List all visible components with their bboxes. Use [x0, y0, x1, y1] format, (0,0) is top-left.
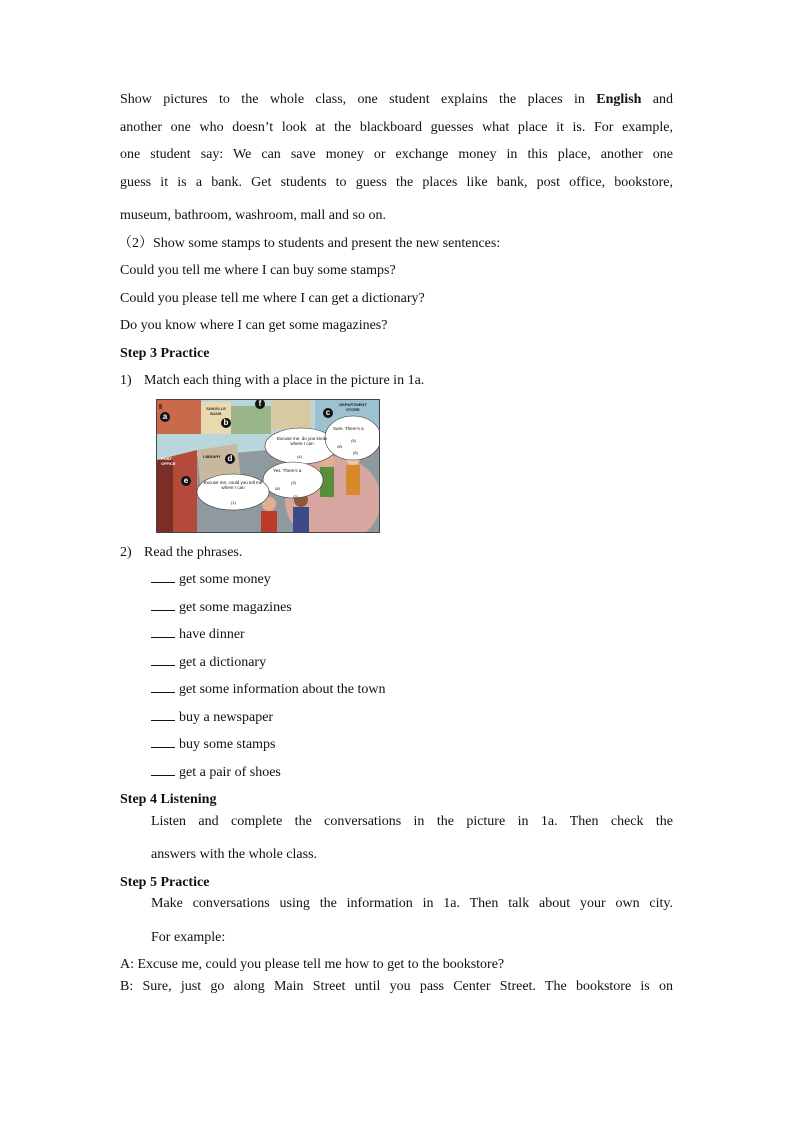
sentence-3: Do you know where I can get some magazines?: [120, 318, 388, 333]
step4-line-1: Listen and complete the conversations in the picture in 1a. Then check the: [151, 813, 673, 829]
street-scene-drawing: [157, 400, 379, 532]
phrase-item: buy a newspaper: [120, 704, 673, 732]
step2-item-2: （2）Show some stamps to students and present the new sentences:: [118, 235, 501, 251]
bubble-3-text: Yes. There’s a: [273, 467, 302, 473]
step4-line-2: answers with the whole class.: [151, 847, 318, 862]
dialog-line-a: A: Excuse me, could you please tell me how to get to the bookstore?: [120, 957, 505, 972]
bubble-on-1: on: [337, 443, 343, 449]
phrase-item: get some information about the town: [120, 676, 673, 704]
intro-line-4: guess it is a bank. Get students to guess the places like bank, post office, bookstore,: [120, 174, 673, 190]
sentence-2: Could you please tell me where I can get a dictionary?: [120, 290, 425, 306]
bubble-on-2: on: [275, 485, 281, 491]
bubble-num-4: (4): [297, 453, 302, 459]
intro-line-3: one student say: We can save money or exchange money in this place, another one: [120, 147, 673, 162]
label-b: b: [221, 418, 231, 428]
phrase-item: get a pair of shoes: [120, 759, 673, 787]
answer-blank[interactable]: [151, 596, 175, 611]
sign-post-office: POST OFFICE: [161, 455, 176, 466]
intro-line-5: museum, bathroom, washroom, mall and so on.: [120, 208, 386, 223]
dialog-line-b: B: Sure, just go along Main Street until you pass Center Street. The bookstore is on: [120, 978, 673, 994]
sign-department-store: DEPARTMENT STORE: [339, 401, 367, 412]
bubble-2-text: Sure. There’s a: [333, 425, 364, 431]
phrase-item: buy some stamps: [120, 731, 673, 759]
intro-line-1: Show pictures to the whole class, one student explains the places in English and: [120, 92, 673, 107]
step3-heading: Step 3 Practice: [120, 345, 210, 361]
answer-blank[interactable]: [151, 651, 175, 666]
intro-line-2: another one who doesn’t look at the blackboard guesses what place it is. For example,: [120, 119, 673, 135]
bold-word: English: [596, 92, 642, 107]
step5-line-1: Make conversations using the information in 1a. Then talk about your own city.: [151, 896, 673, 911]
bubble-1-text: Excuse me, do you know where I can: [276, 435, 328, 446]
label-c: c: [323, 408, 333, 418]
phrase-item: have dinner: [120, 621, 673, 649]
phrase-item: get some magazines: [120, 594, 673, 622]
answer-blank[interactable]: [151, 678, 175, 693]
bubble-num-2: (2): [293, 493, 298, 499]
step5-heading: Step 5 Practice: [120, 874, 210, 890]
street-scene-illustration: [156, 399, 380, 533]
sentence-1: Could you tell me where I can buy some stamps?: [120, 263, 396, 278]
bubble-num-3: (3): [291, 479, 296, 485]
sign-restaurant: [159, 404, 162, 409]
answer-blank[interactable]: [151, 706, 175, 721]
answer-blank[interactable]: [151, 761, 175, 776]
label-f: f: [255, 399, 265, 409]
label-a: a: [160, 412, 170, 422]
bubble-num-5: (5): [351, 437, 356, 443]
step3-item-1: 1) Match each thing with a place in the picture in 1a.: [120, 373, 425, 388]
document-page: [120, 92, 673, 1006]
bubble-4-text: Excuse me, could you tell me where I can: [203, 479, 263, 490]
answer-blank[interactable]: [151, 568, 175, 583]
label-d: d: [225, 454, 235, 464]
label-e: e: [181, 476, 191, 486]
answer-blank[interactable]: [151, 623, 175, 638]
sign-library: LIBRARY: [203, 453, 221, 459]
bubble-num-1: (1): [231, 499, 236, 505]
bubble-num-6: (6): [353, 449, 358, 455]
step4-heading: Step 4 Listening: [120, 792, 217, 807]
phrase-item: get some money: [120, 566, 673, 594]
phrase-item: get a dictionary: [120, 649, 673, 677]
step3-item-2: 2) Read the phrases.: [120, 544, 243, 560]
sign-bank: SUNVILLE BANK: [206, 405, 226, 416]
answer-blank[interactable]: [151, 733, 175, 748]
step5-line-2: For example:: [151, 929, 226, 945]
